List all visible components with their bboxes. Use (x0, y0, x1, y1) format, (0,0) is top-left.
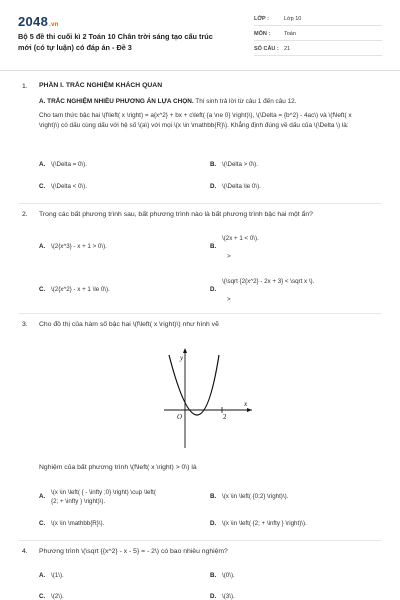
option-letter: A. (39, 493, 46, 500)
meta-value: Toán (284, 31, 296, 37)
option-text-cont: {2; + \infty } \right)\). (51, 498, 106, 505)
option-text: \(\Delta < 0\). (51, 183, 87, 190)
option-letter: D. (210, 593, 217, 600)
option-letter: C. (39, 183, 46, 190)
document-title: Bộ 5 đề thi cuối kì 2 Toán 10 Chân trời sáng tạo cấu trúc mới (có tự luận) có đáp án - Đề 3 (18, 32, 213, 52)
subsection-title: A. TRẮC NGHIỆM NHIỀU PHƯƠNG ÁN LỰA CHỌN. (39, 98, 194, 105)
question-text: Trong các bất phương trình sau, bất phương trình nào là bất phương trình bậc hai một ẩn? (39, 211, 313, 218)
option-letter: A. (39, 572, 46, 579)
option-text: \(2{x^2} - x + 1 \le 0\). (51, 286, 110, 293)
question-prompt: Nghiệm của bất phương trình \(f\left( x \right) > 0\) là (39, 464, 197, 471)
option-text: \(0\). (222, 572, 235, 579)
instruction-line (39, 97, 369, 107)
option-letter: C. (39, 520, 46, 527)
divider (18, 203, 382, 204)
y-axis-label: y (180, 354, 184, 362)
option-text: \(2\). (51, 593, 64, 600)
x-axis-label: x (244, 400, 248, 408)
root-label: 2 (223, 413, 227, 421)
meta-key: MÔN : (254, 31, 271, 37)
option-letter: D. (210, 520, 217, 527)
option-text: \(\Delta > 0\). (222, 161, 258, 168)
question-number: 2. (22, 211, 28, 218)
option-letter: A. (39, 243, 46, 250)
option-text: \(x \in \left( {0;2} \right)\). (222, 493, 289, 500)
meta-row-count (254, 45, 382, 56)
option-letter: A. (39, 161, 46, 168)
x-axis-arrow (247, 408, 252, 412)
meta-value: Lớp 10 (284, 16, 302, 22)
option-text: \(x \in \left( { - \infty ;0} \right) \cup \left( (51, 489, 156, 496)
question-text: Cho đồ thị của hàm số bậc hai \(f\left( x \right)\) như hình vẽ (39, 321, 219, 328)
meta-key: LỚP : (254, 16, 269, 22)
option-letter: C. (39, 286, 46, 293)
meta-row-class (254, 15, 382, 26)
section-title: PHẦN I. TRẮC NGHIỆM KHÁCH QUAN (39, 82, 163, 89)
option-letter: D. (210, 286, 217, 293)
option-letter: B. (210, 572, 217, 579)
meta-key: SỐ CÂU : (254, 46, 279, 52)
option-letter: D. (210, 183, 217, 190)
question-text: Phương trình \(\sqrt {{x^2} - x - 5} = - 2\) có bao nhiêu nghiệm? (39, 548, 228, 555)
option-text: \(x \in \left( {2; + \infty } \right)\). (222, 520, 307, 527)
page-header (0, 0, 400, 71)
question-text: Cho tam thức bậc hai \(f\left( x \right) = a{x^2} + bx + c\left( {a \ne 0} \right)\), \(\Delta = {b^2} - 4ac\) và \(f\left( x \right)\) có dấu cùng dấu với hệ số \(a\) với mọi \(x \in \mathbb{R}\). Khẳng định đúng về dấu của \(\Delta \) là: (39, 112, 352, 129)
logo-suffix: .vn (49, 22, 59, 28)
question-number: 3. (22, 321, 28, 328)
divider (18, 540, 382, 541)
parabola-graph (160, 345, 255, 450)
origin-label: O (177, 413, 183, 421)
option-letter: B. (210, 243, 217, 250)
divider (18, 313, 382, 314)
option-text: \(\Delta = 0\). (51, 161, 87, 168)
logo-text: 2048 (18, 14, 49, 29)
option-text: \(2x + 1 < 0\). (222, 235, 259, 242)
instruction-text: Thí sinh trả lời từ câu 1 đến câu 12. (193, 98, 297, 105)
option-text: \(3\). (222, 593, 235, 600)
option-text: \(x \in \mathbb{R}\). (51, 520, 105, 527)
option-letter: B. (210, 161, 217, 168)
question-number: 1. (22, 83, 28, 90)
option-letter: C. (39, 593, 46, 600)
option-text: \(\Delta \le 0\). (222, 183, 261, 190)
option-extra: > (227, 253, 231, 260)
option-extra: > (227, 296, 231, 303)
meta-row-subject (254, 30, 382, 41)
option-text: \(1\). (51, 572, 64, 579)
option-text: \(\sqrt {2{x^2} - 2x + 3} < \sqrt x \). (222, 278, 315, 285)
site-logo[interactable] (18, 14, 59, 29)
parabola-curve (169, 355, 219, 415)
question-number: 4. (22, 548, 28, 555)
meta-value: 21 (284, 46, 291, 52)
option-text: \(2{x^3} - x + 1 > 0\). (51, 243, 107, 250)
option-letter: B. (210, 493, 217, 500)
y-axis-arrow (183, 348, 187, 353)
